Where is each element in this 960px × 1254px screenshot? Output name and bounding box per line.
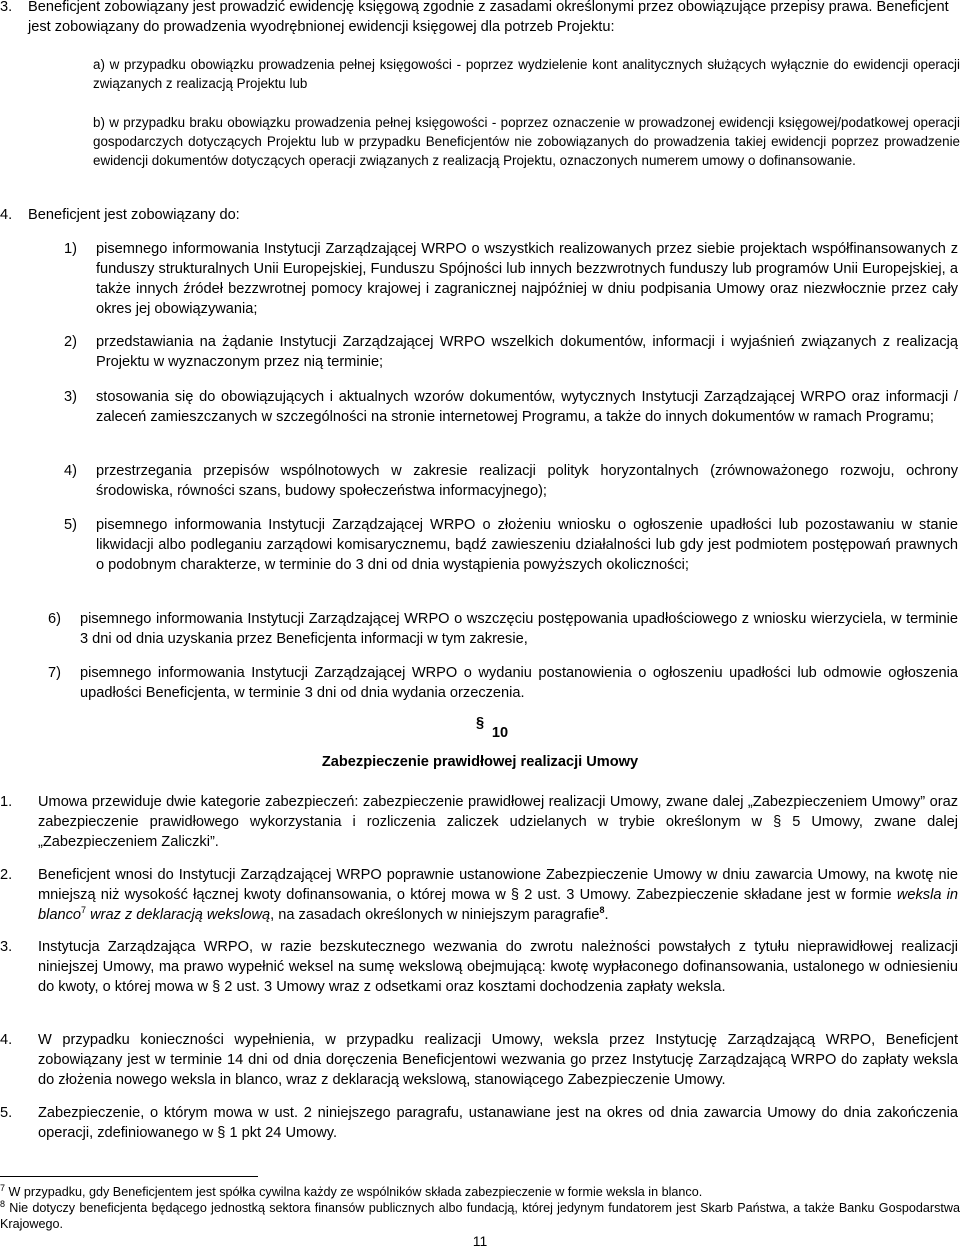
- list-item-number: 7): [48, 665, 61, 681]
- footnote-7: [0, 1184, 960, 1200]
- s10-p1-number: 1.: [0, 794, 13, 810]
- s10-p2-end: .: [604, 907, 609, 923]
- paragraph-sign: [460, 713, 509, 753]
- s10-p3-number: 3.: [0, 939, 13, 955]
- footnote-ref-7: 7: [81, 905, 87, 916]
- list-item-number: 4): [64, 463, 77, 479]
- footnote-mark-8: 8: [0, 1198, 6, 1209]
- section-sign: §: [475, 715, 485, 731]
- item-4-text: Beneficjent jest zobowiązany do:: [28, 207, 240, 223]
- list-item-number: 2): [64, 334, 77, 350]
- footnote-separator: [0, 1176, 258, 1177]
- s10-p2-text-after: , na zasadach określonych w niniejszym paragrafie: [270, 907, 600, 923]
- item-4-number: 4.: [0, 207, 13, 223]
- s10-p2-italic-2: wraz z deklaracją wekslową: [86, 907, 271, 923]
- footnote-mark-7: 7: [0, 1182, 6, 1193]
- list-item: przedstawiania na żądanie Instytucji Zarządzającej WRPO wszelkich dokumentów, informacji i wyjaśnień związanych z realizacją Projektu w wyznaczonym przez nią terminie;: [96, 334, 958, 370]
- list-item-number: 3): [64, 389, 77, 405]
- list-item: pisemnego informowania Instytucji Zarządzającej WRPO o wszystkich realizowanych przez siebie projektach współfinansowanych z funduszy strukturalnych Unii Europejskiej, Funduszu Spójności lub innych bezzwrotnych funduszy lub programów Unii Europejskiej, a także innych źródeł bezzwrotnej pomocy krajowej i zagranicznej najpóźniej w dniu podpisania Umowy oraz niezwłocznie przez cały okres jej obowiązywania;: [96, 241, 958, 317]
- page-number: 11: [472, 1233, 488, 1249]
- list-item-number: 1): [64, 241, 77, 257]
- list-item: pisemnego informowania Instytucji Zarządzającej WRPO o złożeniu wniosku o ogłoszenie upadłości lub pozostawaniu w stanie likwidacji albo podleganiu zarządowi komisarycznemu, bądź zawieszeniu działalności lub gdy jest podmiotem postępowań prawnych o podobnym charakterze, w terminie do 3 dni od dnia wystąpienia powyższych okoliczności;: [96, 517, 958, 573]
- item-3-point-a: a) w przypadku obowiązku prowadzenia pełnej księgowości - poprzez wydzielenie kont analitycznych służących wyłącznie do ewidencji operacji związanych z realizacją Projektu lub: [93, 57, 960, 91]
- item-3-point-b: b) w przypadku braku obowiązku prowadzenia pełnej księgowości - poprzez oznaczenie w prowadzonej ewidencji księgowej/podatkowej operacji gospodarczych dotyczących Projektu lub w przypadku Beneficjentów nie zobowiązanych do prowadzenia takiej ewidencji poprzez prowadzenie ewidencji dokumentów dotyczących operacji związanych z realizacją Projektu, oznaczonych numerem umowy o dofinansowanie.: [93, 115, 960, 168]
- footnote-ref-8: 8: [599, 905, 605, 916]
- section-number: 10: [491, 725, 509, 741]
- item-3-text: Beneficjent zobowiązany jest prowadzić ewidencję księgową zgodnie z zasadami określonymi przez obowiązujące przepisy prawa. Beneficjent jest zobowiązany do prowadzenia wyodrębnionej ewidencji księgowej dla potrzeb Projektu:: [28, 0, 949, 35]
- list-item: stosowania się do obowiązujących i aktualnych wzorów dokumentów, wytycznych Instytucji Zarządzającej WRPO oraz informacji / zaleceń zamieszczanych w szczególności na stronie internetowej Programu, a także do innych dokumentów w ramach Programu;: [96, 389, 958, 425]
- list-item-number: 6): [48, 611, 61, 627]
- s10-p5-number: 5.: [0, 1105, 13, 1121]
- s10-p2-number: 2.: [0, 867, 13, 883]
- s10-p5-text: Zabezpieczenie, o którym mowa w ust. 2 niniejszego paragrafu, ustanawiane jest na okres od dnia zawarcia Umowy do dnia zakończenia operacji, zdefiniowanego w § 1 pkt 24 Umowy.: [38, 1105, 958, 1141]
- s10-p4-number: 4.: [0, 1032, 13, 1048]
- footnote-8-text: Nie dotyczy beneficjenta będącego jednostką sektora finansów publicznych albo fundacją, której jedynym fundatorem jest Skarb Państwa, a także Banku Gospodarstwa Krajowego.: [0, 1201, 960, 1231]
- list-item: pisemnego informowania Instytucji Zarządzającej WRPO o wszczęciu postępowania upadłościowego z wniosku wierzyciela, w terminie 3 dni od dnia uzyskania przez Beneficjenta informacji w tym zakresie,: [80, 611, 958, 647]
- item-3-number: 3.: [0, 0, 13, 15]
- s10-p2-text: [38, 865, 958, 925]
- s10-p2-italic-1: weksla in blanco: [38, 887, 958, 923]
- list-item: pisemnego informowania Instytucji Zarządzającej WRPO o wydaniu postanowienia o ogłoszeniu upadłości lub odmowie ogłoszenia upadłości Beneficjenta, w terminie 3 dni od dnia wydania orzeczenia.: [80, 665, 958, 701]
- s10-p2-text-before: Beneficjent wnosi do Instytucji Zarządzającej WRPO poprawnie ustanowione Zabezpieczenie Umowy w dniu zawarcia Umowy, na kwotę nie mniejszą niż wysokość łącznej kwoty dofinansowania, o której mowa w § 2 ust. 3 Umowy. Zabezpieczenie składane jest w formie: [38, 867, 958, 903]
- footnote-7-text: W przypadku, gdy Beneficjentem jest spółka cywilna każdy ze wspólników składa zabezpieczenie w formie weksla in blanco.: [8, 1185, 703, 1199]
- s10-p1-text: Umowa przewiduje dwie kategorie zabezpieczeń: zabezpieczenie prawidłowej realizacji Umowy, zwane dalej „Zabezpieczeniem Umowy” oraz zabezpieczenie prawidłowego wykorzystania i rozliczenia zaliczek udzielanych w trybie określonym w § 5 Umowy, zwane dalej „Zabezpieczeniem Zaliczki”.: [38, 794, 958, 850]
- section-title: Zabezpieczenie prawidłowej realizacji Umowy: [321, 754, 639, 770]
- list-item: przestrzegania przepisów wspólnotowych w zakresie realizacji polityk horyzontalnych (zrównoważonego rozwoju, ochrony środowiska, równości szans, budowy społeczeństwa informacyjnego);: [96, 463, 958, 499]
- s10-p4-text: W przypadku konieczności wypełnienia, w przypadku realizacji Umowy, weksla przez Instytucję Zarządzającą WRPO, Beneficjent zobowiązany jest w terminie 14 dni od dnia doręczenia Beneficjentowi wezwania go przez Instytucję Zarządzającą WRPO do zapłaty weksla do złożenia nowego weksla in blanco, wraz z deklaracją wekslową, stanowiącego Zabezpieczenie Umowy.: [38, 1032, 958, 1088]
- s10-p3-text: Instytucja Zarządzająca WRPO, w razie bezskutecznego wezwania do zwrotu należności powstałych z tytułu nieprawidłowej realizacji niniejszej Umowy, ma prawo wypełnić weksel na sumę wekslową obejmującą: kwotę wypłaconego dofinansowania, ustalonego w odniesieniu do kwoty, o której mowa w § 2 ust. 3 Umowy wraz z odsetkami oraz kosztami dochodzenia zapłaty weksla.: [38, 939, 958, 995]
- list-item-number: 5): [64, 517, 77, 533]
- footnote-8: [0, 1200, 960, 1232]
